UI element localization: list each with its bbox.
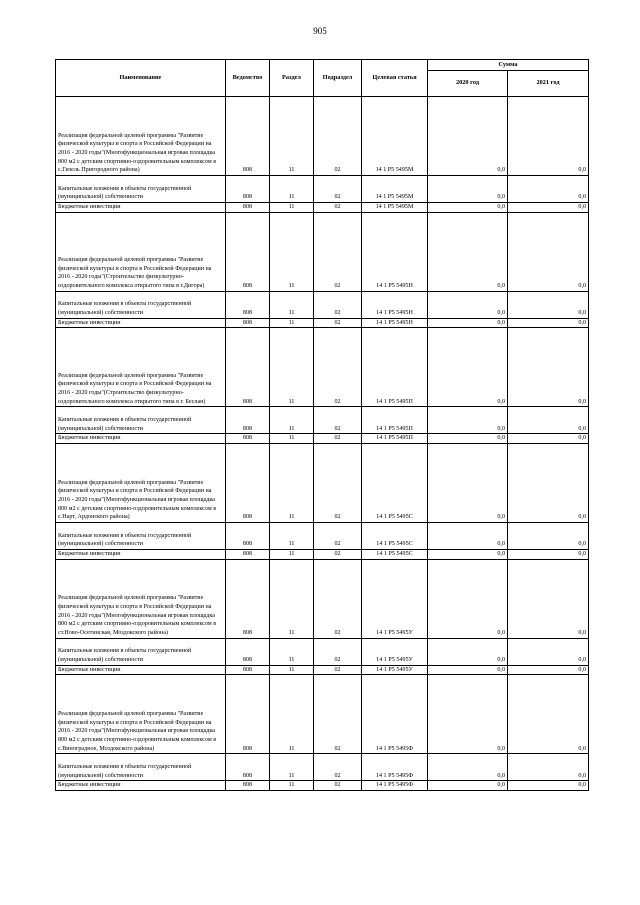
- row-value-2020: 0,0: [428, 328, 508, 407]
- row-name: Реализация федеральной целевой программы "Развитие физической культуры и спорта в Российской Федерации на 2016 - 2020 годы"(Многофункциональная игровая площадка 800 м2 с детским спортивно-оздоровительным комплексом в ст.Ново-Осетинская, Моздокского района): [56, 559, 226, 638]
- row-subsection: 02: [314, 291, 362, 318]
- table-row: [56, 434, 589, 444]
- row-name: Бюджетные инвестиции: [56, 434, 226, 444]
- row-section: 11: [270, 781, 314, 791]
- row-value-2020: 0,0: [428, 549, 508, 559]
- row-value-2020: 0,0: [428, 434, 508, 444]
- row-subsection: 02: [314, 176, 362, 203]
- table-row: [56, 291, 589, 318]
- row-target-item: 14 1 Р5 5495У: [362, 665, 428, 675]
- row-subsection: 02: [314, 434, 362, 444]
- row-section: 11: [270, 638, 314, 665]
- table-row: [56, 559, 589, 638]
- row-department: 808: [226, 434, 270, 444]
- row-subsection: 02: [314, 638, 362, 665]
- row-target-item: 14 1 Р5 5495С: [362, 443, 428, 522]
- row-department: 808: [226, 665, 270, 675]
- header-year-2020: 2020 год: [428, 71, 508, 97]
- row-name: Капитальные вложения в объекты государственной (муниципальной) собственности: [56, 638, 226, 665]
- header-subsection: Подраздел: [314, 60, 362, 97]
- header-year-2021: 2021 год: [508, 71, 589, 97]
- row-department: 808: [226, 328, 270, 407]
- row-target-item: 14 1 Р5 5495Н: [362, 318, 428, 328]
- row-section: 11: [270, 559, 314, 638]
- row-value-2020: 0,0: [428, 665, 508, 675]
- row-subsection: 02: [314, 407, 362, 434]
- row-target-item: 14 1 Р5 5495М: [362, 176, 428, 203]
- row-name: Капитальные вложения в объекты государственной (муниципальной) собственности: [56, 291, 226, 318]
- table-row: [56, 665, 589, 675]
- row-department: 808: [226, 212, 270, 291]
- table-row: [56, 203, 589, 213]
- table-row: [56, 781, 589, 791]
- row-value-2020: 0,0: [428, 638, 508, 665]
- row-name: Бюджетные инвестиции: [56, 318, 226, 328]
- row-subsection: 02: [314, 549, 362, 559]
- row-section: 11: [270, 203, 314, 213]
- row-section: 11: [270, 291, 314, 318]
- row-name: Бюджетные инвестиции: [56, 203, 226, 213]
- table-row: [56, 176, 589, 203]
- header-target-item: Целевая статья: [362, 60, 428, 97]
- row-target-item: 14 1 Р5 5495Ф: [362, 781, 428, 791]
- row-value-2020: 0,0: [428, 443, 508, 522]
- row-subsection: 02: [314, 443, 362, 522]
- header-amount: Сумма: [428, 60, 589, 71]
- row-department: 808: [226, 443, 270, 522]
- table-body: [56, 97, 589, 791]
- header-department: Ведомство: [226, 60, 270, 97]
- table-row: [56, 97, 589, 176]
- table-row: [56, 549, 589, 559]
- row-section: 11: [270, 549, 314, 559]
- row-department: 808: [226, 97, 270, 176]
- row-target-item: 14 1 Р5 5495Н: [362, 212, 428, 291]
- row-name: Реализация федеральной целевой программы "Развитие физической культуры и спорта в Российской Федерации на 2016 - 2020 годы"(Многофункциональная игровая площадка 800 м2 с детским спортивно-оздоровительным комплексом в с.Виноградное, Моздокского района): [56, 675, 226, 754]
- row-target-item: 14 1 Р5 5495М: [362, 97, 428, 176]
- table-row: [56, 318, 589, 328]
- row-name: Реализация федеральной целевой программы "Развитие физической культуры и спорта в Российской Федерации на 2016 - 2020 годы"(Строительство физкультурно-оздоровительного комплекса открытого типа в г. Беслан): [56, 328, 226, 407]
- table-row: [56, 328, 589, 407]
- row-value-2020: 0,0: [428, 212, 508, 291]
- row-subsection: 02: [314, 675, 362, 754]
- row-value-2020: 0,0: [428, 781, 508, 791]
- row-value-2020: 0,0: [428, 176, 508, 203]
- row-value-2020: 0,0: [428, 318, 508, 328]
- row-department: 808: [226, 291, 270, 318]
- page-number: 905: [313, 26, 327, 36]
- row-department: 808: [226, 318, 270, 328]
- row-name: Реализация федеральной целевой программы "Развитие физической культуры и спорта в Российской Федерации на 2016 - 2020 годы"(Строительство физкультурно-оздоровительного комплекса открытого типа в г.Дигора): [56, 212, 226, 291]
- row-department: 808: [226, 549, 270, 559]
- row-subsection: 02: [314, 781, 362, 791]
- row-section: 11: [270, 176, 314, 203]
- row-target-item: 14 1 Р5 5495М: [362, 203, 428, 213]
- row-value-2020: 0,0: [428, 675, 508, 754]
- row-section: 11: [270, 318, 314, 328]
- row-department: 808: [226, 638, 270, 665]
- table-row: [56, 212, 589, 291]
- table-row: [56, 407, 589, 434]
- row-value-2020: 0,0: [428, 97, 508, 176]
- row-department: 808: [226, 522, 270, 549]
- row-value-2020: 0,0: [428, 754, 508, 781]
- row-section: 11: [270, 443, 314, 522]
- row-name: Капитальные вложения в объекты государственной (муниципальной) собственности: [56, 522, 226, 549]
- row-section: 11: [270, 522, 314, 549]
- row-subsection: 02: [314, 522, 362, 549]
- table-header: [56, 60, 589, 97]
- row-value-2021: 0,0: [508, 212, 589, 291]
- row-subsection: 02: [314, 559, 362, 638]
- table-row: [56, 522, 589, 549]
- row-name: Бюджетные инвестиции: [56, 665, 226, 675]
- row-value-2020: 0,0: [428, 522, 508, 549]
- row-section: 11: [270, 212, 314, 291]
- row-department: 808: [226, 559, 270, 638]
- row-value-2021: 0,0: [508, 407, 589, 434]
- row-subsection: 02: [314, 212, 362, 291]
- row-value-2021: 0,0: [508, 318, 589, 328]
- row-name: Бюджетные инвестиции: [56, 549, 226, 559]
- row-value-2021: 0,0: [508, 665, 589, 675]
- row-value-2021: 0,0: [508, 176, 589, 203]
- row-value-2021: 0,0: [508, 434, 589, 444]
- row-value-2021: 0,0: [508, 754, 589, 781]
- row-value-2021: 0,0: [508, 522, 589, 549]
- row-section: 11: [270, 97, 314, 176]
- row-subsection: 02: [314, 754, 362, 781]
- row-value-2021: 0,0: [508, 203, 589, 213]
- row-name: Капитальные вложения в объекты государственной (муниципальной) собственности: [56, 754, 226, 781]
- row-section: 11: [270, 665, 314, 675]
- row-value-2021: 0,0: [508, 675, 589, 754]
- row-subsection: 02: [314, 97, 362, 176]
- row-name: Капитальные вложения в объекты государственной (муниципальной) собственности: [56, 176, 226, 203]
- row-target-item: 14 1 Р5 5495С: [362, 549, 428, 559]
- budget-table: [55, 59, 589, 791]
- table-row: [56, 638, 589, 665]
- row-section: 11: [270, 407, 314, 434]
- row-value-2020: 0,0: [428, 407, 508, 434]
- row-name: Реализация федеральной целевой программы "Развитие физической культуры и спорта в Российской Федерации на 2016 - 2020 годы"(Многофункциональная игровая площадка 800 м2 с детским спортивно-оздоровительным комплексом в с.Нарт, Ардонского района): [56, 443, 226, 522]
- row-subsection: 02: [314, 328, 362, 407]
- row-subsection: 02: [314, 203, 362, 213]
- row-section: 11: [270, 434, 314, 444]
- row-department: 808: [226, 176, 270, 203]
- table-row: [56, 675, 589, 754]
- row-value-2021: 0,0: [508, 443, 589, 522]
- table-row: [56, 754, 589, 781]
- row-section: 11: [270, 754, 314, 781]
- table-row: [56, 443, 589, 522]
- header-section: Раздел: [270, 60, 314, 97]
- row-target-item: 14 1 Р5 5495С: [362, 522, 428, 549]
- row-department: 808: [226, 781, 270, 791]
- row-section: 11: [270, 675, 314, 754]
- row-target-item: 14 1 Р5 5495У: [362, 559, 428, 638]
- row-section: 11: [270, 328, 314, 407]
- row-department: 808: [226, 754, 270, 781]
- row-department: 808: [226, 203, 270, 213]
- row-target-item: 14 1 Р5 5495П: [362, 407, 428, 434]
- row-name: Капитальные вложения в объекты государственной (муниципальной) собственности: [56, 407, 226, 434]
- row-value-2021: 0,0: [508, 291, 589, 318]
- row-target-item: 14 1 Р5 5495П: [362, 328, 428, 407]
- row-value-2020: 0,0: [428, 203, 508, 213]
- row-value-2021: 0,0: [508, 549, 589, 559]
- row-value-2021: 0,0: [508, 328, 589, 407]
- row-name: Реализация федеральной целевой программы "Развитие физической культуры и спорта в Российской Федерации на 2016 - 2020 годы"(Многофункциональная игровая площадка 800 м2 с детским спортивно-оздоровительным комплексом в с.Гизель Пригородного района): [56, 97, 226, 176]
- header-name: Наименование: [56, 60, 226, 97]
- row-value-2021: 0,0: [508, 638, 589, 665]
- row-target-item: 14 1 Р5 5495Н: [362, 291, 428, 318]
- row-subsection: 02: [314, 665, 362, 675]
- row-target-item: 14 1 Р5 5495Ф: [362, 675, 428, 754]
- row-name: Бюджетные инвестиции: [56, 781, 226, 791]
- row-value-2021: 0,0: [508, 781, 589, 791]
- row-department: 808: [226, 407, 270, 434]
- row-target-item: 14 1 Р5 5495П: [362, 434, 428, 444]
- row-subsection: 02: [314, 318, 362, 328]
- row-value-2020: 0,0: [428, 559, 508, 638]
- row-target-item: 14 1 Р5 5495Ф: [362, 754, 428, 781]
- row-department: 808: [226, 675, 270, 754]
- row-value-2020: 0,0: [428, 291, 508, 318]
- row-value-2021: 0,0: [508, 559, 589, 638]
- row-target-item: 14 1 Р5 5495У: [362, 638, 428, 665]
- row-value-2021: 0,0: [508, 97, 589, 176]
